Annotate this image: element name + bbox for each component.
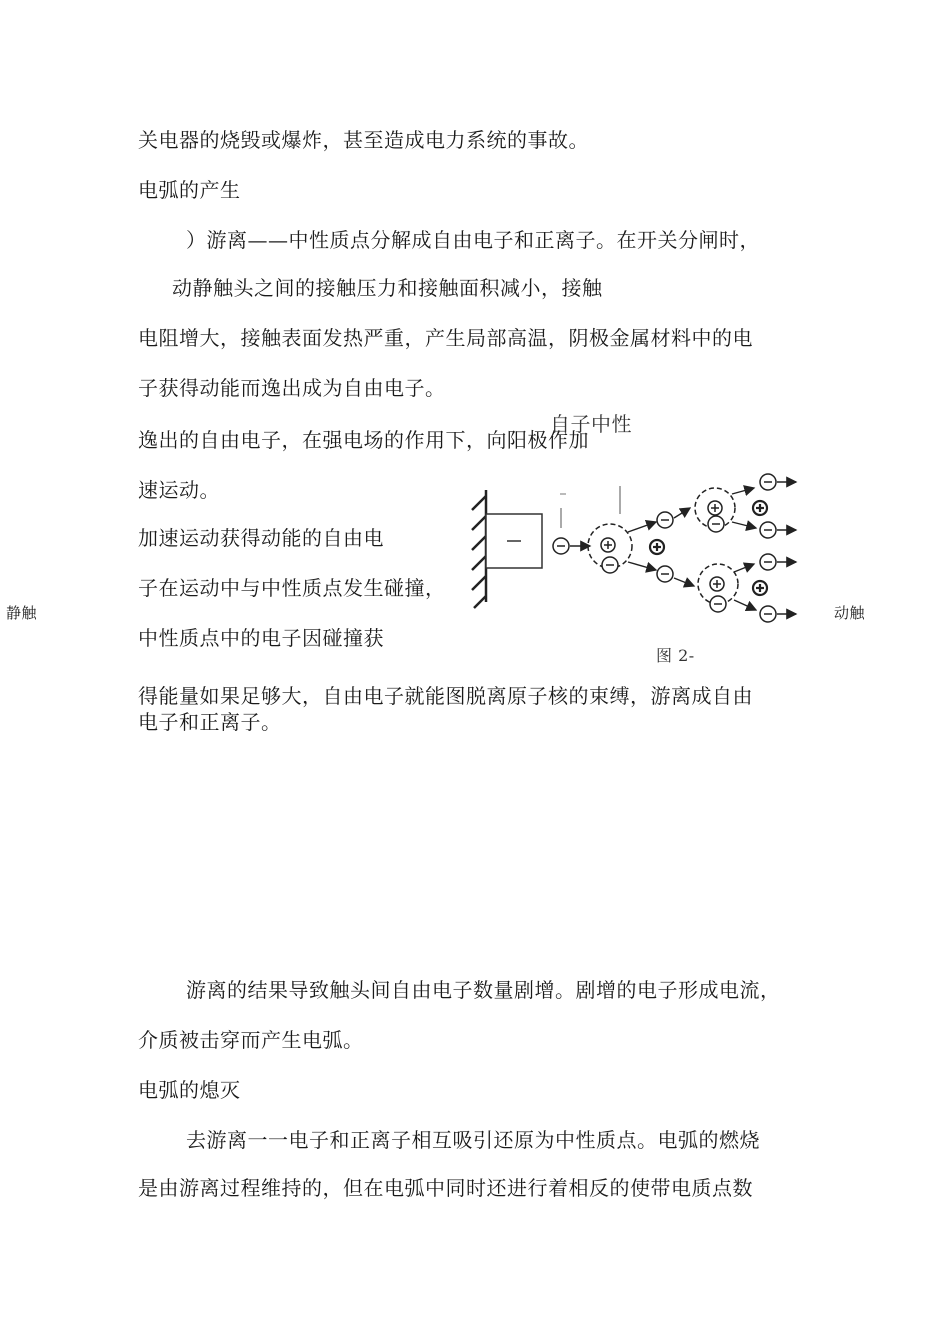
figure-left-label: 静触	[6, 604, 38, 622]
text-line: ）游离——中性质点分解成自由电子和正离子。在开关分闸时，	[186, 228, 760, 252]
ionization-diagram	[460, 470, 810, 630]
figure-top-label: 自子中性	[550, 412, 632, 436]
text-line: 速运动。	[138, 478, 220, 502]
text-line: 是由游离过程维持的，但在电弧中同时还进行着相反的使带电质点数	[138, 1176, 753, 1200]
motion-arrow	[734, 600, 756, 610]
text-line: 动静触头之间的接触压力和接触面积减小，接触	[172, 276, 603, 300]
text-line: 关电器的烧毁或爆炸，甚至造成电力系统的事故。	[138, 128, 589, 152]
text-line: 子在运动中与中性质点发生碰撞，	[138, 576, 446, 600]
text-line: 电阻增大，接触表面发热严重，产生局部高温，阴极金属材料中的电	[138, 326, 753, 350]
text-line: 电子和正离子。	[138, 710, 282, 734]
motion-arrow	[732, 522, 756, 528]
motion-arrow	[732, 488, 754, 494]
text-line: 游离的结果导致触头间自由电子数量剧增。剧增的电子形成电流，	[186, 978, 781, 1002]
cathode-wall	[472, 490, 486, 608]
text-line: 介质被击穿而产生电弧。	[138, 1028, 364, 1052]
text-line: 去游离一一电子和正离子相互吸引还原为中性质点。电弧的燃烧	[186, 1128, 760, 1152]
figure-caption: 图 2-	[656, 646, 695, 665]
text-line: 得能量如果足够大，自由电子就能图脱离原子核的束缚，游离成自由	[138, 684, 753, 708]
motion-arrow	[628, 522, 656, 532]
text-line: 子获得动能而逸出成为自由电子。	[138, 376, 446, 400]
section-heading: 电弧的熄灭	[138, 1078, 241, 1102]
motion-arrow	[674, 508, 690, 518]
figure-right-label: 动触	[834, 604, 866, 622]
text-line: 加速运动获得动能的自由电	[138, 526, 384, 550]
motion-arrow	[628, 562, 656, 570]
text-line: 逸出的自由电子，在强电场的作用下，向阳极作加	[138, 428, 589, 452]
motion-arrow	[674, 578, 694, 586]
motion-arrow	[734, 564, 754, 572]
section-heading: 电弧的产生	[138, 178, 241, 202]
text-line: 中性质点中的电子因碰撞获	[138, 626, 384, 650]
